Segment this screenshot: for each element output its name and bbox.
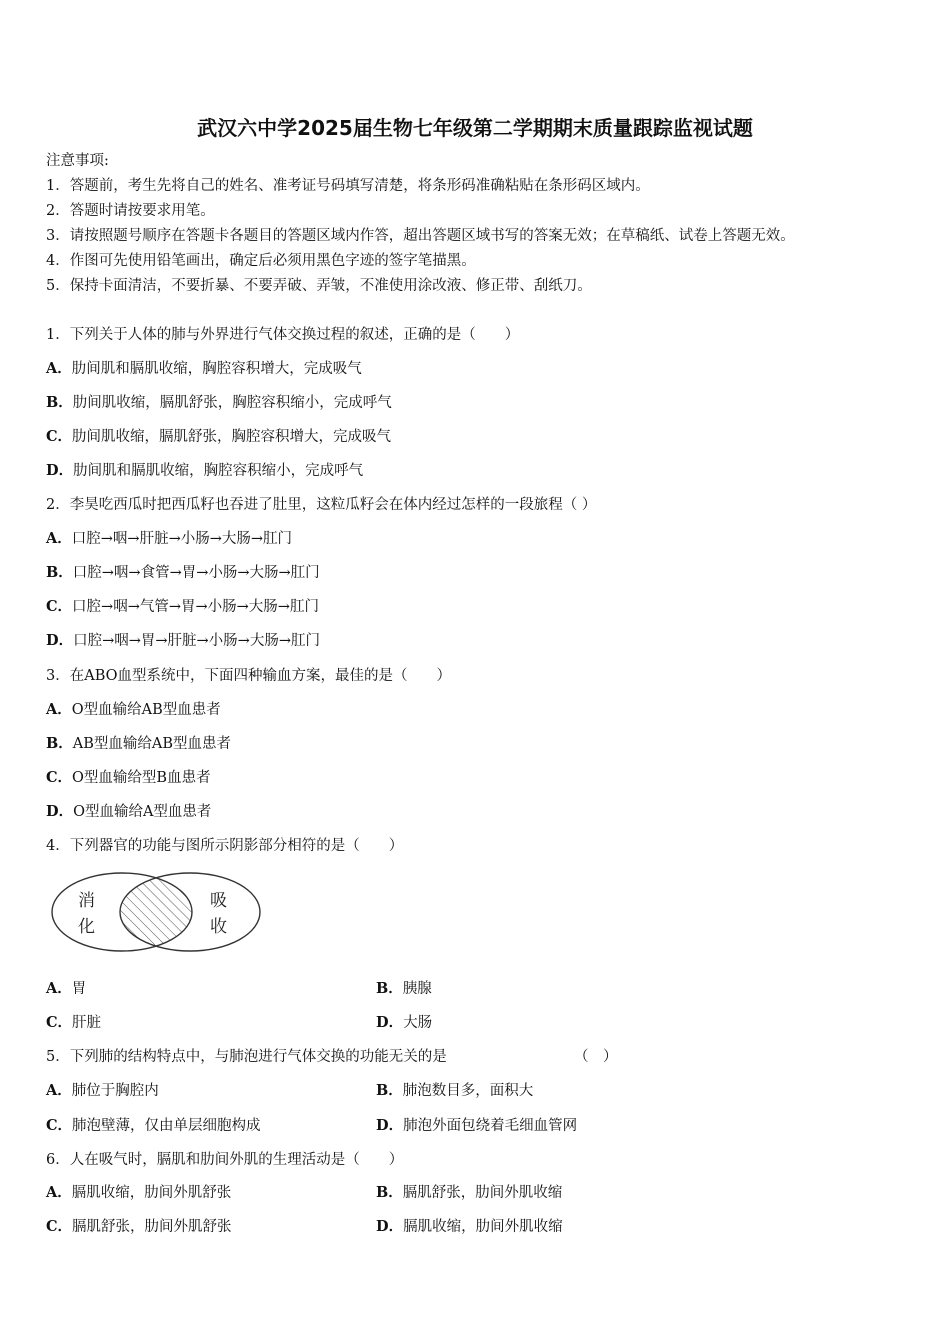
question-3-stem: 3．在ABO血型系统中，下面四种输血方案，最佳的是（ ） [46,668,452,684]
question-6-stem: 6．人在吸气时，膈肌和肋间外肌的生理活动是（ ） [46,1152,404,1168]
question-1-option-a: A．肋间肌和膈肌收缩，胸腔容积增大，完成吸气 [46,360,362,377]
question-5-option-b: B．肺泡数目多，面积大 [376,1082,534,1099]
notice-item: 3．请按照题号顺序在答题卡各题目的答题区域内作答，超出答题区域书写的答案无效；在草稿纸、试卷上答题无效。 [46,228,795,244]
question-6-option-b: B．膈肌舒张，肋间外肌收缩 [376,1184,563,1201]
question-1-option-b: B．肋间肌收缩，膈肌舒张，胸腔容积缩小，完成呼气 [46,394,392,411]
question-6-option-d: D．膈肌收缩，肋间外肌收缩 [376,1218,563,1235]
question-5-option-a: A．肺位于胸腔内 [46,1082,159,1099]
question-3-option-a: A．O型血输给AB型血患者 [46,701,221,718]
question-4-option-d: D．大肠 [376,1014,433,1031]
question-5-option-c: C．肺泡壁薄，仅由单层细胞构成 [46,1117,261,1134]
question-4-option-a: A．胃 [46,980,87,997]
notice-item: 5．保持卡面清洁，不要折暴、不要弄破、弄皱，不准使用涂改液、修正带、刮纸刀。 [46,278,592,294]
question-5-option-d: D．肺泡外面包绕着毛细血管网 [376,1117,578,1134]
venn-label: 消 [78,891,95,911]
notice-item: 2．答题时请按要求用笔。 [46,203,215,219]
question-4-stem: 4．下列器官的功能与图所示阴影部分相符的是（ ） [46,838,404,854]
question-3-option-d: D．O型血输给A型血患者 [46,803,212,820]
question-4-option-c: C．肝脏 [46,1014,102,1031]
venn-label: 化 [78,917,95,937]
question-2-option-d: D．口腔→咽→胃→肝脏→小肠→大肠→肛门 [46,632,320,649]
question-6-option-c: C．膈肌舒张，肋间外肌舒张 [46,1218,232,1235]
notice-item: 1．答题前，考生先将自己的姓名、准考证号码填写清楚，将条形码准确粘贴在条形码区域内。 [46,178,650,194]
question-2-stem: 2．李昊吃西瓜时把西瓜籽也吞进了肚里，这粒瓜籽会在体内经过怎样的一段旅程（ ） [46,497,597,513]
venn-diagram [50,870,262,954]
question-1-option-c: C．肋间肌收缩，膈肌舒张，胸腔容积增大，完成吸气 [46,428,392,445]
question-1-stem: 1．下列关于人体的肺与外界进行气体交换过程的叙述，正确的是（ ） [46,327,520,343]
question-2-option-b: B．口腔→咽→食管→胃→小肠→大肠→肛门 [46,564,320,581]
question-2-option-c: C．口腔→咽→气管→胃→小肠→大肠→肛门 [46,598,319,615]
question-2-option-a: A．口腔→咽→肝脏→小肠→大肠→肛门 [46,530,293,547]
notice-heading: 注意事项: [46,153,109,169]
question-5-stem: 5．下列肺的结构特点中，与肺泡进行气体交换的功能无关的是 [46,1049,447,1065]
venn-label: 吸 [210,891,227,911]
question-4-option-b: B．胰腺 [376,980,432,997]
question-1-option-d: D．肋间肌和膈肌收缩，胸腔容积缩小，完成呼气 [46,462,364,479]
question-6-option-a: A．膈肌收缩，肋间外肌舒张 [46,1184,232,1201]
question-3-option-b: B．AB型血输给AB型血患者 [46,735,232,752]
page-title: 武汉六中学2025届生物七年级第二学期期末质量跟踪监视试题 [197,116,753,140]
notice-item: 4．作图可先使用铅笔画出，确定后必须用黑色字迹的签字笔描黑。 [46,253,476,269]
question-5-bracket: （ ） [574,1049,618,1065]
venn-label: 收 [210,917,227,937]
question-3-option-c: C．O型血输给型B血患者 [46,769,211,786]
